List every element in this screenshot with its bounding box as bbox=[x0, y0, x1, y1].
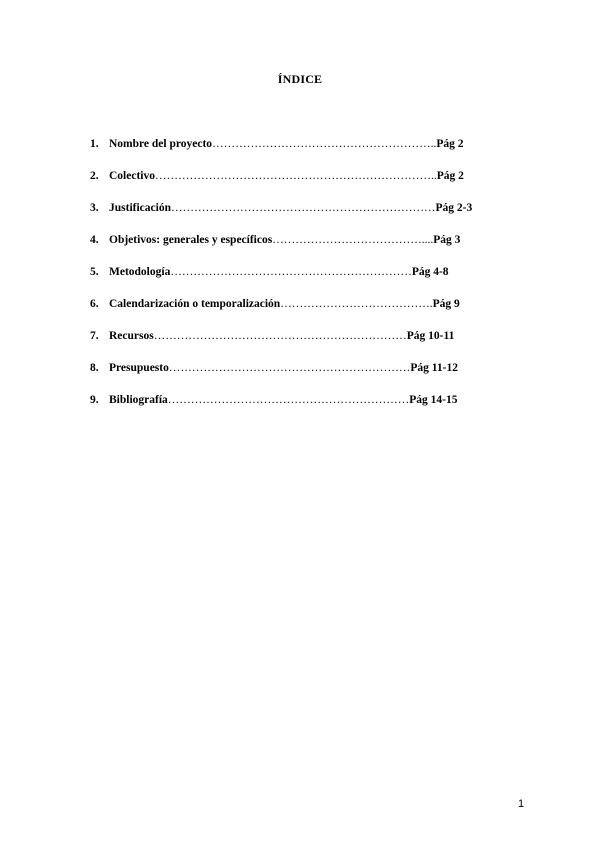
toc-entry-leader: …………………………………. bbox=[280, 298, 433, 310]
toc-entry-page: Pág 14-15 bbox=[409, 394, 458, 406]
toc-entry-title: Colectivo bbox=[109, 170, 155, 182]
toc-entry-objetivos bbox=[90, 232, 510, 264]
toc-entry-page: Pág 2 bbox=[436, 170, 464, 182]
toc-entry-page: Pág 3 bbox=[433, 234, 461, 246]
toc-entry-title: Nombre del proyecto bbox=[109, 138, 213, 150]
toc-entry-number: 9. bbox=[90, 394, 99, 406]
toc-entry-leader: ………………………………………………….. bbox=[212, 138, 437, 150]
toc-entry-colectivo bbox=[90, 168, 510, 200]
toc-entry-leader: ……………………………………………………………….. bbox=[154, 170, 437, 182]
toc-entry-justificacion bbox=[90, 200, 510, 232]
toc-entry-title: Bibliografía bbox=[109, 394, 168, 406]
toc-entry-title: Recursos bbox=[109, 330, 154, 342]
toc-entry-leader: …………………………………………………………… bbox=[170, 202, 436, 214]
toc-entry-title: Calendarización o temporalización bbox=[109, 298, 281, 310]
toc-entry-presupuesto bbox=[90, 360, 510, 392]
toc-entry-number: 5. bbox=[90, 266, 99, 278]
toc-entry-title: Justificación bbox=[109, 202, 171, 214]
toc-entry-number: 4. bbox=[90, 234, 99, 246]
toc-entry-page: Pág 9 bbox=[432, 298, 460, 310]
toc-entry-number: 7. bbox=[90, 330, 99, 342]
table-of-contents bbox=[90, 136, 510, 424]
toc-entry-page: Pág 4-8 bbox=[411, 266, 449, 278]
toc-entry-number: 2. bbox=[90, 170, 99, 182]
toc-entry-title: Presupuesto bbox=[109, 362, 169, 374]
toc-entry-metodologia bbox=[90, 264, 510, 296]
toc-entry-page: Pág 11-12 bbox=[410, 362, 458, 374]
toc-entry-bibliografia bbox=[90, 392, 510, 424]
toc-entry-title: Objetivos: generales y específicos bbox=[109, 234, 273, 246]
toc-entry-leader: ……………………………………………………… bbox=[168, 362, 411, 374]
page-title: ÍNDICE bbox=[277, 72, 323, 86]
toc-entry-page: Pág 2 bbox=[436, 138, 464, 150]
toc-entry-nombre-del-proyecto bbox=[90, 136, 510, 168]
toc-entry-title: Metodología bbox=[109, 266, 171, 278]
toc-entry-number: 8. bbox=[90, 362, 99, 374]
toc-entry-calendarizacion bbox=[90, 296, 510, 328]
toc-entry-leader: ……………………………………………………… bbox=[167, 394, 410, 406]
toc-entry-leader: ……………………………………………………… bbox=[170, 266, 412, 278]
page-number: 1 bbox=[518, 798, 525, 810]
toc-entry-number: 3. bbox=[90, 202, 99, 214]
toc-entry-leader: ………………………………………………………… bbox=[153, 330, 407, 342]
toc-entry-number: 1. bbox=[90, 138, 99, 150]
toc-entry-number: 6. bbox=[90, 298, 99, 310]
toc-entry-page: Pág 2-3 bbox=[435, 202, 473, 214]
toc-entry-page: Pág 10-11 bbox=[406, 330, 455, 342]
toc-entry-recursos bbox=[90, 328, 510, 360]
toc-entry-leader: ………………………………….... bbox=[272, 234, 434, 246]
